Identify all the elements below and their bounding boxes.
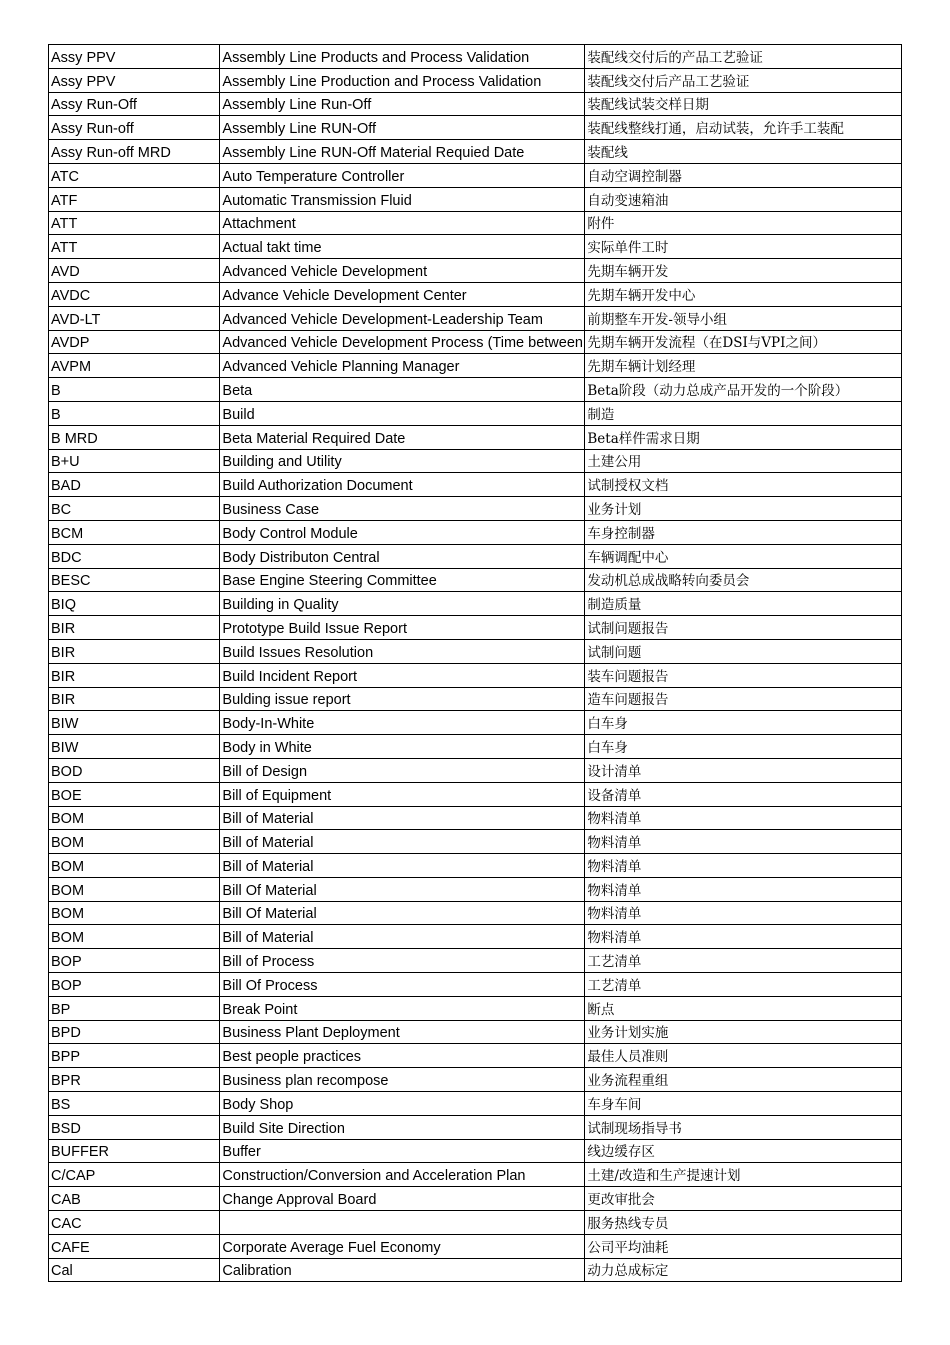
abbreviation-cell: Assy Run-off MRD [49,140,220,164]
chinese-term-cell: 物料清单 [585,925,902,949]
chinese-term-cell: 白车身 [585,711,902,735]
abbreviation-cell: BIQ [49,592,220,616]
abbreviation-cell: ATF [49,187,220,211]
table-row [49,925,902,949]
table-row [49,1092,902,1116]
english-term-cell: Advanced Vehicle Planning Manager [220,354,585,378]
abbreviation-cell: Assy PPV [49,45,220,69]
abbreviation-cell: Cal [49,1258,220,1282]
table-row [49,1020,902,1044]
abbreviation-cell: BESC [49,568,220,592]
table-row [49,973,902,997]
english-term-cell: Assembly Line RUN-Off [220,116,585,140]
chinese-term-cell: 车身控制器 [585,520,902,544]
english-term-cell: Corporate Average Fuel Economy [220,1234,585,1258]
english-term-cell: Building in Quality [220,592,585,616]
abbreviation-cell: BPR [49,1068,220,1092]
chinese-term-cell: 先期车辆开发流程（在DSI与VPI之间） [585,330,902,354]
english-term-cell: Advanced Vehicle Development-Leadership Team [220,306,585,330]
english-term-cell: Body-In-White [220,711,585,735]
chinese-term-cell: 发动机总成战略转向委员会 [585,568,902,592]
english-term-cell: Business Plant Deployment [220,1020,585,1044]
english-term-cell: Bill of Material [220,830,585,854]
english-term-cell: Body Shop [220,1092,585,1116]
table-row [49,1068,902,1092]
abbreviation-cell: BOE [49,782,220,806]
chinese-term-cell: 先期车辆开发 [585,259,902,283]
abbreviation-cell: BS [49,1092,220,1116]
abbreviation-cell: C/CAP [49,1163,220,1187]
english-term-cell: Bill Of Process [220,973,585,997]
english-term-cell: Building and Utility [220,449,585,473]
abbreviation-cell: BIR [49,687,220,711]
table-row [49,592,902,616]
english-term-cell: Assembly Line Products and Process Validation [220,45,585,69]
abbreviation-cell: BIR [49,639,220,663]
chinese-term-cell: 先期车辆开发中心 [585,282,902,306]
abbreviation-cell: AVDC [49,282,220,306]
table-row [49,1187,902,1211]
english-term-cell [220,1211,585,1235]
english-term-cell: Bill of Process [220,949,585,973]
english-term-cell: Best people practices [220,1044,585,1068]
chinese-term-cell: 最佳人员准则 [585,1044,902,1068]
english-term-cell: Break Point [220,996,585,1020]
english-term-cell: Buffer [220,1139,585,1163]
chinese-term-cell: 装车问题报告 [585,663,902,687]
english-term-cell: Actual takt time [220,235,585,259]
english-term-cell: Assembly Line Run-Off [220,92,585,116]
table-row [49,45,902,69]
abbreviation-cell: AVD-LT [49,306,220,330]
chinese-term-cell: 制造 [585,401,902,425]
chinese-term-cell: 试制问题报告 [585,616,902,640]
abbreviation-cell: BDC [49,544,220,568]
table-row [49,497,902,521]
abbreviation-cell: BOM [49,806,220,830]
chinese-term-cell: 土建公用 [585,449,902,473]
table-row [49,735,902,759]
english-term-cell: Change Approval Board [220,1187,585,1211]
chinese-term-cell: Beta样件需求日期 [585,425,902,449]
abbreviation-cell: CAFE [49,1234,220,1258]
table-row [49,1044,902,1068]
abbreviation-cell: Assy Run-Off [49,92,220,116]
chinese-term-cell: 前期整车开发-领导小组 [585,306,902,330]
english-term-cell: Advanced Vehicle Development Process (Time between [220,330,585,354]
abbreviation-cell: BAD [49,473,220,497]
chinese-term-cell: 自动空调控制器 [585,163,902,187]
english-term-cell: Bill of Material [220,925,585,949]
chinese-term-cell: 装配线 [585,140,902,164]
abbreviation-cell: BC [49,497,220,521]
abbreviation-cell: BIR [49,663,220,687]
table-row [49,949,902,973]
chinese-term-cell: 设计清单 [585,758,902,782]
abbreviation-cell: B [49,401,220,425]
table-row [49,806,902,830]
english-term-cell: Body Control Module [220,520,585,544]
table-row [49,877,902,901]
english-term-cell: Base Engine Steering Committee [220,568,585,592]
chinese-term-cell: 物料清单 [585,854,902,878]
abbreviation-cell: BCM [49,520,220,544]
chinese-term-cell: 公司平均油耗 [585,1234,902,1258]
table-row [49,401,902,425]
table-row [49,996,902,1020]
table-row [49,568,902,592]
abbreviation-cell: BOD [49,758,220,782]
abbreviation-cell: B MRD [49,425,220,449]
table-row [49,68,902,92]
chinese-term-cell: 物料清单 [585,877,902,901]
english-term-cell: Advance Vehicle Development Center [220,282,585,306]
chinese-term-cell: 设备清单 [585,782,902,806]
abbreviation-cell: CAC [49,1211,220,1235]
chinese-term-cell: 业务流程重组 [585,1068,902,1092]
abbreviation-cell: BOP [49,949,220,973]
chinese-term-cell: 车身车间 [585,1092,902,1116]
chinese-term-cell: 试制现场指导书 [585,1115,902,1139]
english-term-cell: Bill Of Material [220,877,585,901]
abbreviation-cell: BPD [49,1020,220,1044]
table-row [49,163,902,187]
abbreviation-cell: BPP [49,1044,220,1068]
chinese-term-cell: 装配线试装交样日期 [585,92,902,116]
table-row [49,544,902,568]
chinese-term-cell: 试制授权文档 [585,473,902,497]
table-row [49,259,902,283]
table-row [49,116,902,140]
chinese-term-cell: 先期车辆计划经理 [585,354,902,378]
abbreviation-cell: BSD [49,1115,220,1139]
english-term-cell: Body in White [220,735,585,759]
table-row [49,306,902,330]
chinese-term-cell: 造车问题报告 [585,687,902,711]
abbreviation-cell: B+U [49,449,220,473]
abbreviation-cell: BIR [49,616,220,640]
english-term-cell: Assembly Line RUN-Off Material Requied Date [220,140,585,164]
abbreviation-cell: BOM [49,830,220,854]
abbreviation-cell: BOP [49,973,220,997]
english-term-cell: Build [220,401,585,425]
english-term-cell: Automatic Transmission Fluid [220,187,585,211]
english-term-cell: Business Case [220,497,585,521]
abbreviation-cell: BIW [49,735,220,759]
chinese-term-cell: 工艺清单 [585,973,902,997]
chinese-term-cell: 物料清单 [585,901,902,925]
table-row [49,92,902,116]
table-row [49,1211,902,1235]
english-term-cell: Calibration [220,1258,585,1282]
table-row [49,211,902,235]
table-row [49,1139,902,1163]
table-row [49,449,902,473]
table-row [49,187,902,211]
english-term-cell: Attachment [220,211,585,235]
english-term-cell: Bulding issue report [220,687,585,711]
english-term-cell: Business plan recompose [220,1068,585,1092]
table-row [49,425,902,449]
abbreviation-cell: BP [49,996,220,1020]
chinese-term-cell: 装配线整线打通，启动试装，允许手工装配 [585,116,902,140]
chinese-term-cell: 业务计划实施 [585,1020,902,1044]
english-term-cell: Advanced Vehicle Development [220,259,585,283]
english-term-cell: Beta Material Required Date [220,425,585,449]
english-term-cell: Bill of Material [220,806,585,830]
chinese-term-cell: 物料清单 [585,806,902,830]
chinese-term-cell: 白车身 [585,735,902,759]
english-term-cell: Beta [220,378,585,402]
abbreviation-cell: BOM [49,925,220,949]
abbreviation-cell: ATT [49,211,220,235]
table-row [49,663,902,687]
english-term-cell: Body Distributon Central [220,544,585,568]
english-term-cell: Build Incident Report [220,663,585,687]
english-term-cell: Build Authorization Document [220,473,585,497]
abbreviation-cell: B [49,378,220,402]
abbreviation-cell: ATT [49,235,220,259]
table-row [49,330,902,354]
chinese-term-cell: Beta阶段（动力总成产品开发的一个阶段） [585,378,902,402]
abbreviation-cell: BUFFER [49,1139,220,1163]
english-term-cell: Bill Of Material [220,901,585,925]
english-term-cell: Build Site Direction [220,1115,585,1139]
abbreviation-cell: Assy Run-off [49,116,220,140]
english-term-cell: Bill of Design [220,758,585,782]
chinese-term-cell: 试制问题 [585,639,902,663]
table-row [49,687,902,711]
chinese-term-cell: 业务计划 [585,497,902,521]
chinese-term-cell: 动力总成标定 [585,1258,902,1282]
table-row [49,1163,902,1187]
table-row [49,901,902,925]
table-row [49,1258,902,1282]
table-row [49,140,902,164]
chinese-term-cell: 制造质量 [585,592,902,616]
abbreviation-cell: AVD [49,259,220,283]
chinese-term-cell: 断点 [585,996,902,1020]
chinese-term-cell: 物料清单 [585,830,902,854]
glossary-table [48,44,902,1282]
chinese-term-cell: 更改审批会 [585,1187,902,1211]
chinese-term-cell: 实际单件工时 [585,235,902,259]
english-term-cell: Auto Temperature Controller [220,163,585,187]
english-term-cell: Bill of Material [220,854,585,878]
chinese-term-cell: 车辆调配中心 [585,544,902,568]
table-row [49,711,902,735]
table-row [49,378,902,402]
english-term-cell: Build Issues Resolution [220,639,585,663]
abbreviation-cell: Assy PPV [49,68,220,92]
table-row [49,758,902,782]
table-row [49,473,902,497]
chinese-term-cell: 工艺清单 [585,949,902,973]
english-term-cell: Prototype Build Issue Report [220,616,585,640]
chinese-term-cell: 装配线交付后产品工艺验证 [585,68,902,92]
table-row [49,354,902,378]
abbreviation-cell: BOM [49,854,220,878]
table-row [49,1234,902,1258]
table-row [49,1115,902,1139]
abbreviation-cell: AVPM [49,354,220,378]
table-row [49,235,902,259]
chinese-term-cell: 服务热线专员 [585,1211,902,1235]
chinese-term-cell: 自动变速箱油 [585,187,902,211]
english-term-cell: Bill of Equipment [220,782,585,806]
table-row [49,520,902,544]
table-row [49,282,902,306]
table-row [49,616,902,640]
abbreviation-cell: AVDP [49,330,220,354]
abbreviation-cell: CAB [49,1187,220,1211]
abbreviation-cell: BOM [49,877,220,901]
abbreviation-cell: BIW [49,711,220,735]
abbreviation-cell: ATC [49,163,220,187]
chinese-term-cell: 装配线交付后的产品工艺验证 [585,45,902,69]
table-row [49,830,902,854]
table-row [49,854,902,878]
chinese-term-cell: 附件 [585,211,902,235]
chinese-term-cell: 线边缓存区 [585,1139,902,1163]
english-term-cell: Construction/Conversion and Acceleration Plan [220,1163,585,1187]
glossary-rows [49,45,902,1282]
chinese-term-cell: 土建/改造和生产提速计划 [585,1163,902,1187]
abbreviation-cell: BOM [49,901,220,925]
table-row [49,639,902,663]
english-term-cell: Assembly Line Production and Process Validation [220,68,585,92]
table-row [49,782,902,806]
